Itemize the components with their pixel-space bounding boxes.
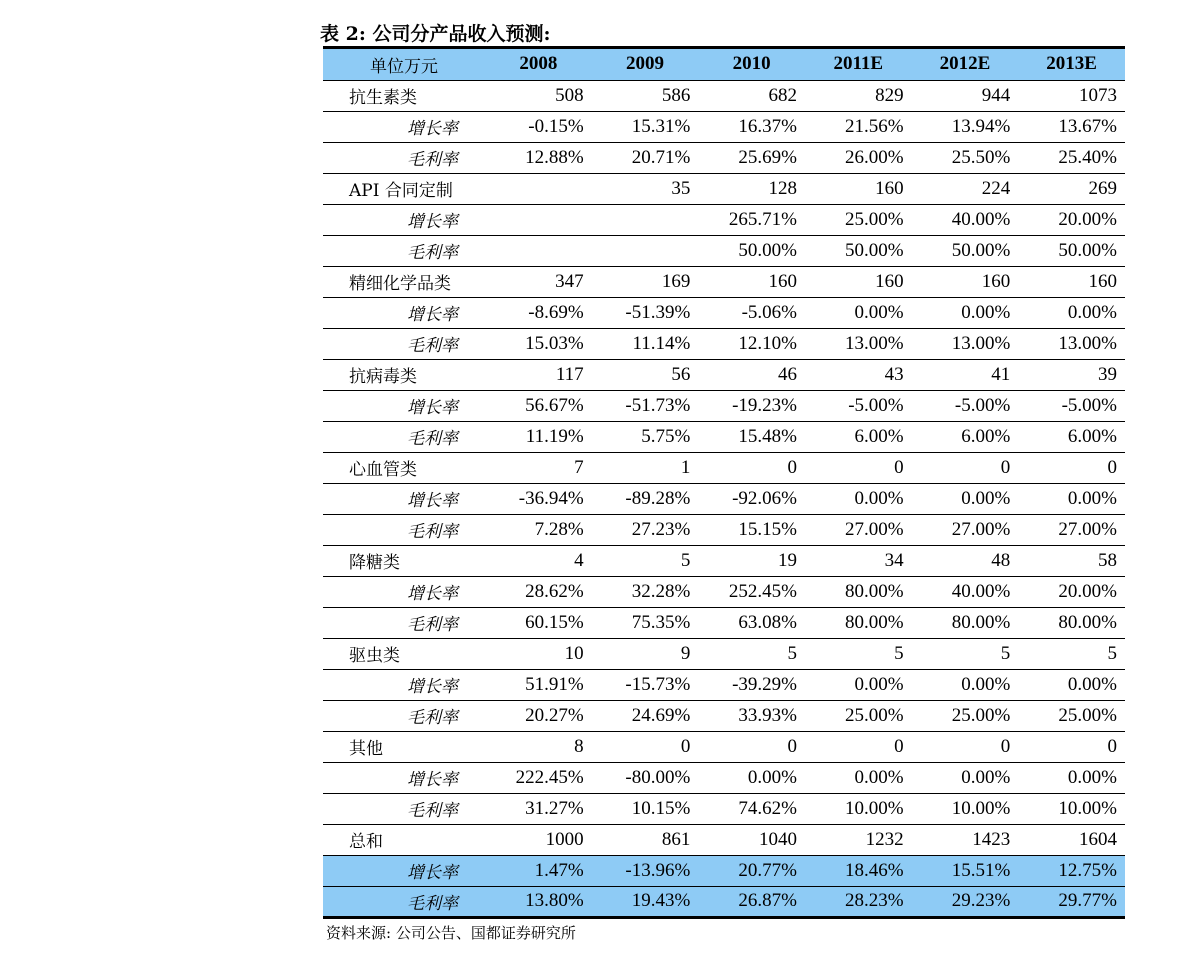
value-cell: 19 (698, 545, 805, 576)
value-cell: 0.00% (805, 297, 912, 328)
value-cell: 25.00% (912, 700, 1019, 731)
value-cell: 224 (912, 173, 1019, 204)
value-cell: 26.87% (698, 886, 805, 917)
value-cell: 31.27% (485, 793, 592, 824)
metric-label: 增长率 (323, 483, 485, 514)
value-cell: 10.00% (912, 793, 1019, 824)
metric-row (323, 328, 1125, 359)
value-cell: 20.27% (485, 700, 592, 731)
value-cell: 74.62% (698, 793, 805, 824)
value-cell: 5 (592, 545, 699, 576)
value-cell: 80.00% (912, 607, 1019, 638)
value-cell (592, 204, 699, 235)
value-cell: 0 (592, 731, 699, 762)
value-cell: 26.00% (805, 142, 912, 173)
value-cell: 28.23% (805, 886, 912, 917)
metric-label: 毛利率 (323, 235, 485, 266)
value-cell: 0.00% (912, 762, 1019, 793)
value-cell (485, 235, 592, 266)
value-cell: 0.00% (698, 762, 805, 793)
value-cell: 944 (912, 80, 1019, 111)
value-cell: 34 (805, 545, 912, 576)
value-cell: 8 (485, 731, 592, 762)
metric-row (323, 607, 1125, 638)
value-cell: 6.00% (912, 421, 1019, 452)
value-cell: 16.37% (698, 111, 805, 142)
value-cell: 25.00% (805, 204, 912, 235)
value-cell: 50.00% (805, 235, 912, 266)
value-cell: 56.67% (485, 390, 592, 421)
value-cell: 0.00% (1018, 297, 1125, 328)
value-cell: 269 (1018, 173, 1125, 204)
value-cell: 10 (485, 638, 592, 669)
value-cell: 117 (485, 359, 592, 390)
value-cell: 13.00% (1018, 328, 1125, 359)
value-cell: 252.45% (698, 576, 805, 607)
value-cell: 15.31% (592, 111, 699, 142)
value-cell: -51.73% (592, 390, 699, 421)
value-cell: 0.00% (805, 762, 912, 793)
value-cell: 861 (592, 824, 699, 855)
category-row (323, 452, 1125, 483)
value-cell: 347 (485, 266, 592, 297)
value-cell: 13.94% (912, 111, 1019, 142)
value-cell: 27.00% (912, 514, 1019, 545)
category-row (323, 359, 1125, 390)
value-cell: 0.00% (912, 297, 1019, 328)
value-cell: 10.00% (1018, 793, 1125, 824)
metric-label: 毛利率 (323, 328, 485, 359)
metric-label: 毛利率 (323, 886, 485, 917)
metric-label: 增长率 (323, 111, 485, 142)
header-year: 2011E (805, 49, 912, 80)
value-cell: 0 (1018, 731, 1125, 762)
metric-row (323, 421, 1125, 452)
value-cell: -5.00% (805, 390, 912, 421)
value-cell: 12.88% (485, 142, 592, 173)
category-row (323, 80, 1125, 111)
value-cell: 20.00% (1018, 576, 1125, 607)
category-label: 总和 (323, 824, 485, 855)
value-cell: 50.00% (912, 235, 1019, 266)
metric-row (323, 142, 1125, 173)
value-cell: 63.08% (698, 607, 805, 638)
category-label: 降糖类 (323, 545, 485, 576)
value-cell: 58 (1018, 545, 1125, 576)
value-cell: 12.75% (1018, 855, 1125, 886)
value-cell: 11.14% (592, 328, 699, 359)
value-cell: 50.00% (1018, 235, 1125, 266)
value-cell: 27.00% (1018, 514, 1125, 545)
value-cell: 50.00% (698, 235, 805, 266)
value-cell: 18.46% (805, 855, 912, 886)
value-cell: 12.10% (698, 328, 805, 359)
value-cell: 160 (698, 266, 805, 297)
value-cell: 0.00% (805, 483, 912, 514)
metric-label: 毛利率 (323, 142, 485, 173)
header-year: 2010 (698, 49, 805, 80)
value-cell: 35 (592, 173, 699, 204)
value-cell: 1040 (698, 824, 805, 855)
value-cell: -51.39% (592, 297, 699, 328)
value-cell: 0 (698, 452, 805, 483)
value-cell: 1604 (1018, 824, 1125, 855)
metric-row (323, 204, 1125, 235)
source-note: 资料来源: 公司公告、国都证券研究所 (326, 924, 576, 942)
value-cell: 4 (485, 545, 592, 576)
category-label: API 合同定制 (323, 173, 485, 204)
value-cell: 27.00% (805, 514, 912, 545)
value-cell: 7 (485, 452, 592, 483)
metric-row (323, 235, 1125, 266)
value-cell: 0.00% (805, 669, 912, 700)
value-cell: 46 (698, 359, 805, 390)
value-cell: 24.69% (592, 700, 699, 731)
value-cell: 51.91% (485, 669, 592, 700)
value-cell: 1000 (485, 824, 592, 855)
value-cell: 586 (592, 80, 699, 111)
value-cell: 682 (698, 80, 805, 111)
metric-row (323, 576, 1125, 607)
value-cell: 0 (912, 731, 1019, 762)
metric-row (323, 669, 1125, 700)
category-row (323, 266, 1125, 297)
metric-label: 毛利率 (323, 793, 485, 824)
metric-row (323, 483, 1125, 514)
value-cell: 1073 (1018, 80, 1125, 111)
metric-label: 增长率 (323, 390, 485, 421)
table-header-row (323, 49, 1125, 80)
value-cell: 0 (1018, 452, 1125, 483)
category-row (323, 638, 1125, 669)
value-cell (592, 235, 699, 266)
value-cell: 25.69% (698, 142, 805, 173)
value-cell: 1423 (912, 824, 1019, 855)
value-cell: 6.00% (1018, 421, 1125, 452)
value-cell: 29.77% (1018, 886, 1125, 917)
category-row (323, 173, 1125, 204)
value-cell: -80.00% (592, 762, 699, 793)
value-cell: 19.43% (592, 886, 699, 917)
value-cell: 160 (912, 266, 1019, 297)
value-cell: 0.00% (1018, 669, 1125, 700)
value-cell: 20.77% (698, 855, 805, 886)
value-cell: 28.62% (485, 576, 592, 607)
value-cell: 32.28% (592, 576, 699, 607)
table-body (323, 80, 1125, 917)
table-title: 表 2: 公司分产品收入预测: (320, 23, 551, 45)
value-cell: 222.45% (485, 762, 592, 793)
value-cell: 20.71% (592, 142, 699, 173)
metric-row (323, 390, 1125, 421)
metric-row (323, 111, 1125, 142)
category-label: 抗病毒类 (323, 359, 485, 390)
value-cell: -0.15% (485, 111, 592, 142)
metric-row (323, 793, 1125, 824)
value-cell (485, 204, 592, 235)
category-row (323, 731, 1125, 762)
value-cell: 0 (805, 452, 912, 483)
value-cell: 15.03% (485, 328, 592, 359)
value-cell: 48 (912, 545, 1019, 576)
metric-label: 毛利率 (323, 514, 485, 545)
value-cell: 80.00% (805, 607, 912, 638)
metric-row (323, 297, 1125, 328)
value-cell: 43 (805, 359, 912, 390)
metric-row (323, 700, 1125, 731)
header-year: 2012E (912, 49, 1019, 80)
value-cell: 11.19% (485, 421, 592, 452)
value-cell: 1232 (805, 824, 912, 855)
value-cell: 7.28% (485, 514, 592, 545)
metric-label: 增长率 (323, 297, 485, 328)
header-year: 2008 (485, 49, 592, 80)
value-cell: 15.15% (698, 514, 805, 545)
value-cell: 80.00% (805, 576, 912, 607)
value-cell: 160 (805, 266, 912, 297)
value-cell: 25.40% (1018, 142, 1125, 173)
value-cell: 0.00% (1018, 762, 1125, 793)
category-label: 驱虫类 (323, 638, 485, 669)
metric-label: 毛利率 (323, 421, 485, 452)
value-cell: 160 (1018, 266, 1125, 297)
header-unit: 单位万元 (323, 49, 485, 80)
value-cell: 9 (592, 638, 699, 669)
value-cell: 60.15% (485, 607, 592, 638)
metric-label: 增长率 (323, 762, 485, 793)
value-cell: 0 (805, 731, 912, 762)
metric-label: 增长率 (323, 669, 485, 700)
value-cell: 39 (1018, 359, 1125, 390)
metric-row (323, 514, 1125, 545)
value-cell: 80.00% (1018, 607, 1125, 638)
category-label: 心血管类 (323, 452, 485, 483)
header-year: 2013E (1018, 49, 1125, 80)
value-cell: 20.00% (1018, 204, 1125, 235)
value-cell: 10.15% (592, 793, 699, 824)
metric-row (323, 762, 1125, 793)
metric-label: 毛利率 (323, 607, 485, 638)
metric-row (323, 855, 1125, 886)
value-cell: 5 (805, 638, 912, 669)
metric-label: 增长率 (323, 204, 485, 235)
metric-label: 毛利率 (323, 700, 485, 731)
value-cell: -15.73% (592, 669, 699, 700)
value-cell: 25.50% (912, 142, 1019, 173)
value-cell: -89.28% (592, 483, 699, 514)
value-cell: -36.94% (485, 483, 592, 514)
value-cell: -5.00% (912, 390, 1019, 421)
revenue-forecast-table (323, 49, 1125, 919)
value-cell: 27.23% (592, 514, 699, 545)
value-cell: 13.80% (485, 886, 592, 917)
value-cell: -5.00% (1018, 390, 1125, 421)
value-cell: 13.00% (805, 328, 912, 359)
value-cell: -92.06% (698, 483, 805, 514)
category-label: 精细化学品类 (323, 266, 485, 297)
value-cell: -5.06% (698, 297, 805, 328)
value-cell: 265.71% (698, 204, 805, 235)
value-cell: 29.23% (912, 886, 1019, 917)
value-cell: 1 (592, 452, 699, 483)
value-cell: 13.67% (1018, 111, 1125, 142)
value-cell (485, 173, 592, 204)
value-cell: -13.96% (592, 855, 699, 886)
category-label: 其他 (323, 731, 485, 762)
value-cell: 0 (912, 452, 1019, 483)
value-cell: 160 (805, 173, 912, 204)
value-cell: 75.35% (592, 607, 699, 638)
value-cell: 40.00% (912, 204, 1019, 235)
value-cell: -8.69% (485, 297, 592, 328)
value-cell: 25.00% (1018, 700, 1125, 731)
value-cell: 13.00% (912, 328, 1019, 359)
value-cell: 5 (1018, 638, 1125, 669)
value-cell: 10.00% (805, 793, 912, 824)
metric-label: 增长率 (323, 855, 485, 886)
category-row (323, 824, 1125, 855)
value-cell: 169 (592, 266, 699, 297)
category-label: 抗生素类 (323, 80, 485, 111)
value-cell: 56 (592, 359, 699, 390)
value-cell: 508 (485, 80, 592, 111)
value-cell: 33.93% (698, 700, 805, 731)
value-cell: 15.48% (698, 421, 805, 452)
value-cell: 829 (805, 80, 912, 111)
value-cell: 0.00% (912, 483, 1019, 514)
value-cell: 128 (698, 173, 805, 204)
metric-label: 增长率 (323, 576, 485, 607)
value-cell: 25.00% (805, 700, 912, 731)
value-cell: -19.23% (698, 390, 805, 421)
value-cell: 5 (698, 638, 805, 669)
value-cell: 5 (912, 638, 1019, 669)
value-cell: 21.56% (805, 111, 912, 142)
value-cell: 6.00% (805, 421, 912, 452)
value-cell: 5.75% (592, 421, 699, 452)
value-cell: -39.29% (698, 669, 805, 700)
value-cell: 0 (698, 731, 805, 762)
value-cell: 1.47% (485, 855, 592, 886)
metric-row (323, 886, 1125, 917)
value-cell: 15.51% (912, 855, 1019, 886)
value-cell: 0.00% (1018, 483, 1125, 514)
category-row (323, 545, 1125, 576)
value-cell: 40.00% (912, 576, 1019, 607)
value-cell: 41 (912, 359, 1019, 390)
header-year: 2009 (592, 49, 699, 80)
value-cell: 0.00% (912, 669, 1019, 700)
